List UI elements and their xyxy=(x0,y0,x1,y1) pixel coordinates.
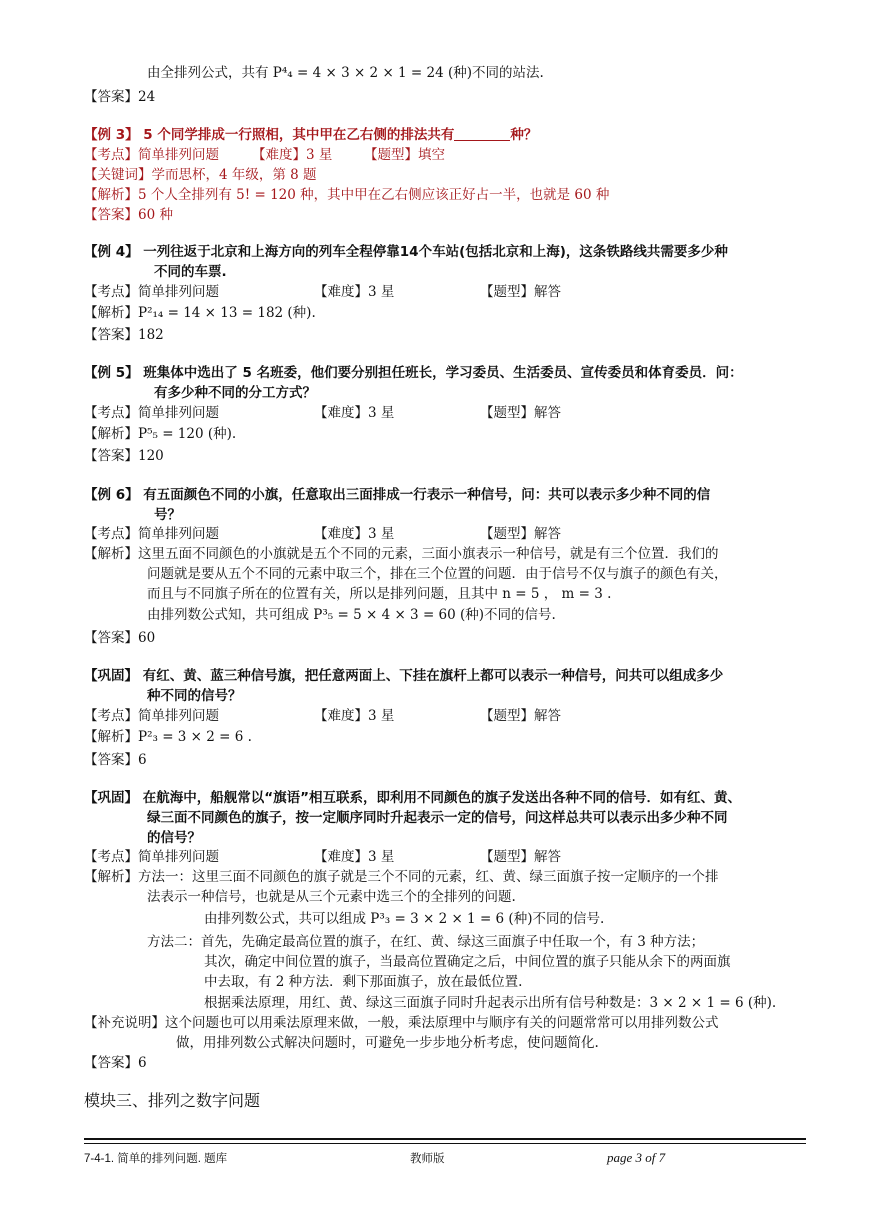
gg2-diff: 【难度】3 星 xyxy=(314,849,395,865)
gg1-analysis: 【解析】P²₃ = 3 × 2 = 6 . xyxy=(84,729,252,745)
ex5-question-1: 【例 5】 班集体中选出了 5 名班委，他们要分别担任班长，学习委员、生活委员、宣传委员和体育委员．问： xyxy=(84,365,743,381)
ex6-type: 【题型】解答 xyxy=(480,526,561,542)
footer-rule-thick xyxy=(84,1138,806,1140)
ex3-tag: 【考点】简单排列问题 xyxy=(84,147,219,163)
ex6-question-2: 号？ xyxy=(154,507,181,523)
top-answer: 【答案】24 xyxy=(84,89,156,105)
ex3-question xyxy=(84,126,537,145)
ex5-analysis: 【解析】P⁵₅ = 120 (种). xyxy=(84,426,237,442)
ex3-keyword: 【关键词】学而思杯，4 年级，第 8 题 xyxy=(84,167,317,183)
ex4-diff: 【难度】3 星 xyxy=(314,284,395,300)
ex4-answer: 【答案】182 xyxy=(84,327,164,343)
ex5-question-2: 有多少种不同的分工方式？ xyxy=(154,385,316,401)
ex6-analysis-1: 【解析】这里五面不同颜色的小旗就是五个不同的元素，三面小旗表示一种信号，就是有三个位置．我们的 xyxy=(84,546,719,562)
gg2-question-1: 【巩固】 在航海中，船舰常以“旗语”相互联系，即利用不同颜色的旗子发送出各种不同的信号．如有红、黄、 xyxy=(84,790,741,806)
footer-rule-thin xyxy=(84,1143,806,1144)
ex3-question-a: 【例 3】 5 个同学排成一行照相，其中甲在乙右侧的排法共有 xyxy=(84,127,455,143)
section-heading: 模块三、排列之数字问题 xyxy=(84,1091,261,1110)
ex6-question-1: 【例 6】 有五面颜色不同的小旗，任意取出三面排成一行表示一种信号，问：共可以表示多少种不同的信 xyxy=(84,487,711,503)
gg2-supplement-2: 做，用排列数公式解决问题时，可避免一步步地分析考虑，使问题简化. xyxy=(176,1035,599,1051)
gg2-type: 【题型】解答 xyxy=(480,849,561,865)
ex3-answer: 【答案】60 种 xyxy=(84,207,173,223)
ex4-question-2: 不同的车票. xyxy=(154,264,227,280)
ex6-analysis-2: 问题就是要从五个不同的元素中取三个，排在三个位置的问题．由于信号不仅与旗子的颜色有关， xyxy=(147,566,728,582)
gg2-analysis-4: 方法二：首先，先确定最高位置的旗子，在红、黄、绿这三面旗子中任取一个，有 3 种方法； xyxy=(147,934,705,950)
gg2-supplement-1: 【补充说明】这个问题也可以用乘法原理来做，一般，乘法原理中与顺序有关的问题常常可以用排列数公式 xyxy=(84,1015,719,1031)
gg1-question-2: 种不同的信号？ xyxy=(147,688,242,704)
gg2-analysis-6: 中去取，有 2 种方法．剩下那面旗子，放在最低位置. xyxy=(204,974,523,990)
footer-left: 7-4-1. 简单的排列问题. 题库 xyxy=(84,1153,228,1165)
footer-page-number: page 3 of 7 xyxy=(607,1150,666,1165)
ex3-meta xyxy=(84,146,445,165)
ex3-analysis: 【解析】5 个人全排列有 5! = 120 种，其中甲在乙右侧应该正好占一半，也就是 60 种 xyxy=(84,187,610,203)
ex6-analysis-3: 而且与不同旗子所在的位置有关，所以是排列问题，且其中 n = 5 ， m = 3 . xyxy=(147,586,612,602)
ex4-type: 【题型】解答 xyxy=(480,284,561,300)
ex6-answer: 【答案】60 xyxy=(84,630,156,646)
ex3-diff: 【难度】3 星 xyxy=(252,147,333,163)
ex3-question-b: 种？ xyxy=(510,127,538,143)
ex5-type: 【题型】解答 xyxy=(480,405,561,421)
ex4-tag: 【考点】简单排列问题 xyxy=(84,284,219,300)
ex5-diff: 【难度】3 星 xyxy=(314,405,395,421)
gg2-analysis-5: 其次，确定中间位置的旗子，当最高位置确定之后，中间位置的旗子只能从余下的两面旗 xyxy=(204,954,731,970)
gg2-answer: 【答案】6 xyxy=(84,1055,147,1071)
gg1-type: 【题型】解答 xyxy=(480,708,561,724)
gg1-meta xyxy=(84,707,561,726)
ex5-answer: 【答案】120 xyxy=(84,448,164,464)
gg2-meta xyxy=(84,848,561,867)
fill-blank xyxy=(454,127,510,141)
ex4-question-1: 【例 4】 一列往返于北京和上海方向的列车全程停靠14个车站(包括北京和上海)，这条铁路线共需要多少种 xyxy=(84,244,728,260)
ex6-meta xyxy=(84,525,561,544)
ex4-meta xyxy=(84,283,561,302)
gg2-analysis-2: 法表示一种信号，也就是从三个元素中选三个的全排列的问题. xyxy=(147,889,516,905)
ex6-analysis-4: 由排列数公式知，共可组成 P³₅ = 5 × 4 × 3 = 60 (种)不同的信号. xyxy=(147,607,556,623)
top-line: 由全排列公式，共有 P⁴₄ = 4 × 3 × 2 × 1 = 24 (种)不同的站法. xyxy=(147,65,544,81)
gg1-diff: 【难度】3 星 xyxy=(314,708,395,724)
ex6-tag: 【考点】简单排列问题 xyxy=(84,526,219,542)
ex5-tag: 【考点】简单排列问题 xyxy=(84,405,219,421)
gg2-tag: 【考点】简单排列问题 xyxy=(84,849,219,865)
gg2-analysis-1: 【解析】方法一：这里三面不同颜色的旗子就是三个不同的元素，红、黄、绿三面旗子按一定顺序的一个排 xyxy=(84,869,719,885)
ex3-type: 【题型】填空 xyxy=(364,147,445,163)
gg2-question-3: 的信号？ xyxy=(147,830,201,846)
gg1-question-1: 【巩固】 有红、黄、蓝三种信号旗，把任意两面上、下挂在旗杆上都可以表示一种信号，问共可以组成多少 xyxy=(84,668,724,684)
ex4-analysis: 【解析】P²₁₄ = 14 × 13 = 182 (种). xyxy=(84,305,316,321)
gg1-tag: 【考点】简单排列问题 xyxy=(84,708,219,724)
ex6-diff: 【难度】3 星 xyxy=(314,526,395,542)
footer-center: 教师版 xyxy=(410,1153,445,1165)
gg2-question-2: 绿三面不同颜色的旗子，按一定顺序同时升起表示一定的信号，问这样总共可以表示出多少种不同 xyxy=(147,810,728,826)
ex5-meta xyxy=(84,404,561,423)
gg2-analysis-3: 由排列数公式，共可以组成 P³₃ = 3 × 2 × 1 = 6 (种)不同的信号. xyxy=(204,911,605,927)
gg2-analysis-7: 根据乘法原理，用红、黄、绿这三面旗子同时升起表示出所有信号种数是：3 × 2 × 1 = 6 (种). xyxy=(204,995,777,1011)
gg1-answer: 【答案】6 xyxy=(84,752,147,768)
